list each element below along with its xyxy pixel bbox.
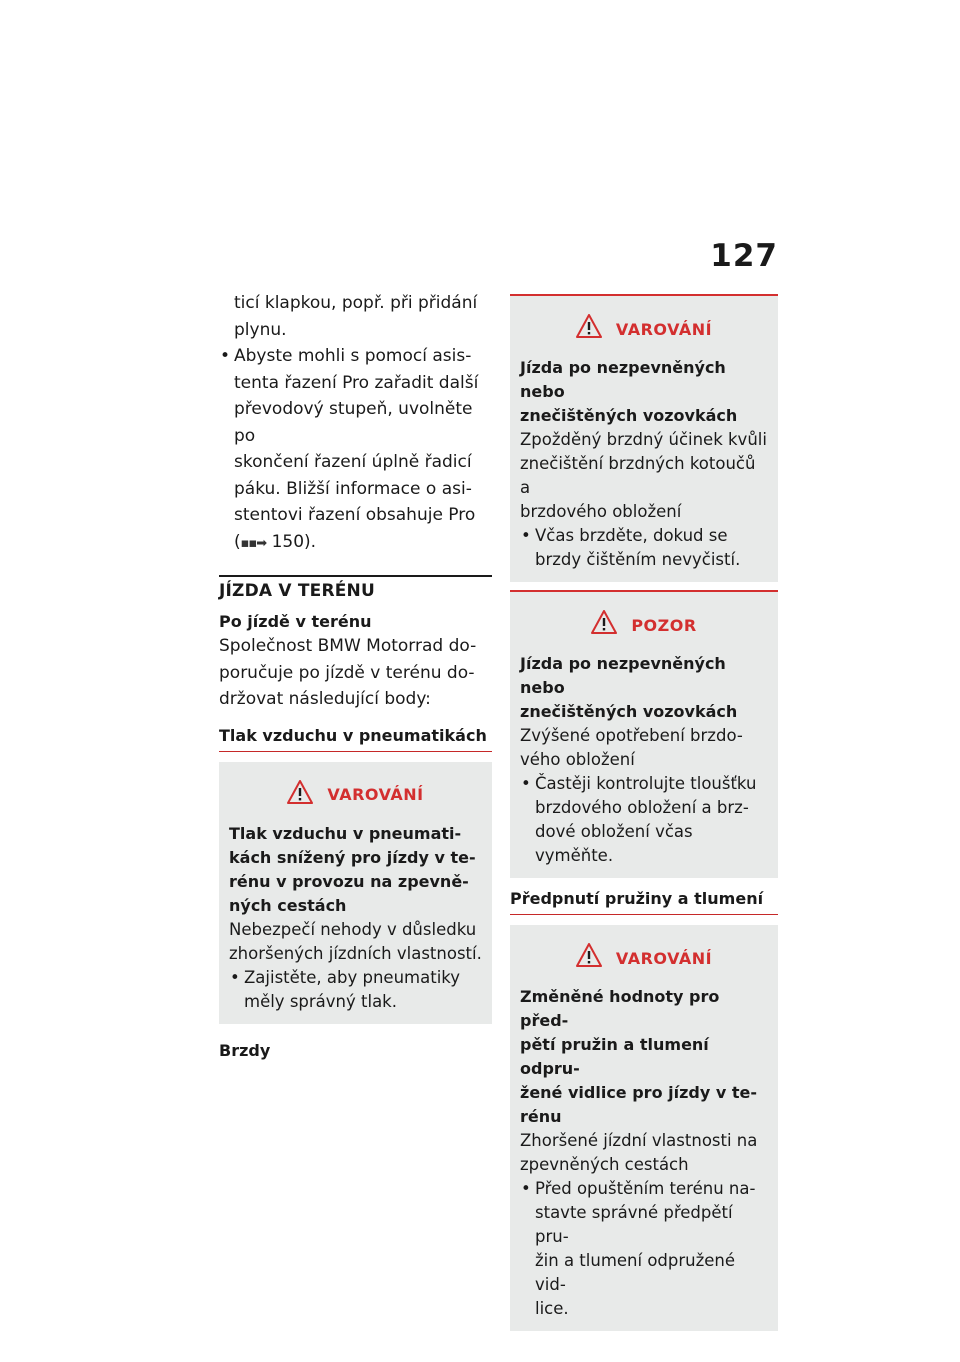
warning-box-tire-pressure [219,762,492,1024]
text-line: vého obložení [520,750,635,769]
warning-header [520,935,768,981]
text-line: rénu v provozu na zpevně- [229,871,469,891]
warning-box-spring [510,925,778,1331]
text-line: Zpožděný brzdný účinek kvůli [520,430,767,449]
warning-heading [520,356,768,428]
text-line: Zhoršené jízdní vlastnosti na [520,1131,758,1150]
text-line: • Abyste mohli s pomocí asis- [234,346,472,366]
warning-heading [520,985,768,1129]
text-line: lice. [535,1299,569,1318]
text-line: poručuje po jízdě v terénu do- [219,662,475,683]
caution-text [520,724,768,772]
text-line: brzdového obložení a brz- [535,798,749,817]
warning-label: VAROVÁNÍ [327,785,424,804]
text-line: • Častěji kontrolujte tloušťku [535,774,757,793]
reference-page: 150). [271,531,317,552]
warning-header [229,772,482,818]
left-column [219,290,492,1064]
page-reference-arrow-icon: ▪▪➡ [240,535,267,551]
text-line: žené vidlice pro jízdy v te- [520,1083,757,1102]
warning-box-brakes [510,294,778,582]
warning-bullet [229,966,482,1014]
warning-header [520,306,768,352]
text-line: • Včas brzděte, dokud se [535,526,728,545]
shift-assistant-bullet [219,343,492,557]
text-line: Nebezpečí nehody v důsledku [229,919,477,939]
text-line: Společnost BMW Motorrad do- [219,636,477,656]
text-line: držovat následující body: [219,689,431,709]
warning-triangle-icon [287,780,313,804]
warning-text [520,428,768,524]
text-line: ticí klapkou, popř. při přidání [234,293,478,313]
warning-triangle-icon [576,314,602,338]
caution-bullet [520,772,768,868]
warning-label: VAROVÁNÍ [615,319,713,339]
text-line: • Před opuštěním terénu na- [535,1179,756,1198]
text-line: ných cestách [229,895,347,915]
caution-heading [520,652,768,724]
text-line: zpevněných cestách [520,1155,689,1174]
text-line: zhoršených jízdních vlastností. [229,943,482,963]
text-line: stavte správné předpětí pru- [535,1203,733,1246]
text-line: brzdy čištěním nevyčistí. [535,550,741,569]
text-line: páku. Bližší informace o asi- [234,478,472,499]
page-reference[interactable] [234,529,492,558]
section-title: JÍZDA V TERÉNU [219,575,492,605]
text-line: plynu. [234,319,287,340]
tire-pressure-title: Tlak vzduchu v pneumatikách [219,723,492,752]
right-column [510,294,778,1331]
text-line: • Zajistěte, aby pneumatiky [244,967,461,987]
text-line: tenta řazení Pro zařadit další [234,372,479,393]
text-line: měly správný tlak. [244,991,397,1011]
text-line: žin a tlumení odpružené vid- [535,1251,736,1294]
subsection-title: Po jízdě v terénu [219,612,372,631]
warning-bullet [520,1177,768,1321]
continued-text [219,290,492,343]
intro-paragraph [219,633,492,713]
text-line: stentovi řazení obsahuje Pro [234,505,476,525]
warning-triangle-icon [576,943,602,967]
warning-heading [229,822,482,918]
ref-paren: ( [234,531,241,552]
text-line: znečištěných vozovkách [520,702,738,721]
text-line: skončení řazení úplně řadicí [234,452,472,472]
brakes-title: Brzdy [219,1040,271,1060]
text-line: Změněné hodnoty pro před- [520,987,720,1030]
text-line: dové obložení včas vyměňte. [535,822,693,865]
text-line: kách snížený pro jízdy v te- [229,847,476,867]
text-line: znečištění brzdných kotoučů a [520,454,756,497]
text-line: znečištěných vozovkách [520,406,738,425]
text-line: rénu [520,1107,562,1126]
warning-text [520,1129,768,1177]
text-line: Zvýšené opotřebení brzdo- [520,726,743,745]
warning-triangle-icon [591,610,617,634]
text-line: Jízda po nezpevněných nebo [520,358,726,401]
text-line: brzdového obložení [520,502,682,521]
warning-label: VAROVÁNÍ [615,948,713,968]
text-line: Jízda po nezpevněných nebo [520,654,726,697]
warning-text [229,918,482,966]
text-line: Tlak vzduchu v pneumati- [229,823,462,843]
text-line: převodový stupeň, uvolněte po [234,399,473,446]
spring-preload-title: Předpnutí pružiny a tlumení [510,886,778,915]
caution-header [520,602,768,648]
caution-label: POZOR [631,615,697,635]
caution-box-brakes [510,590,778,878]
warning-bullet [520,524,768,572]
page-number: 127 [710,238,778,274]
text-line: pětí pružin a tlumení odpru- [520,1035,709,1078]
